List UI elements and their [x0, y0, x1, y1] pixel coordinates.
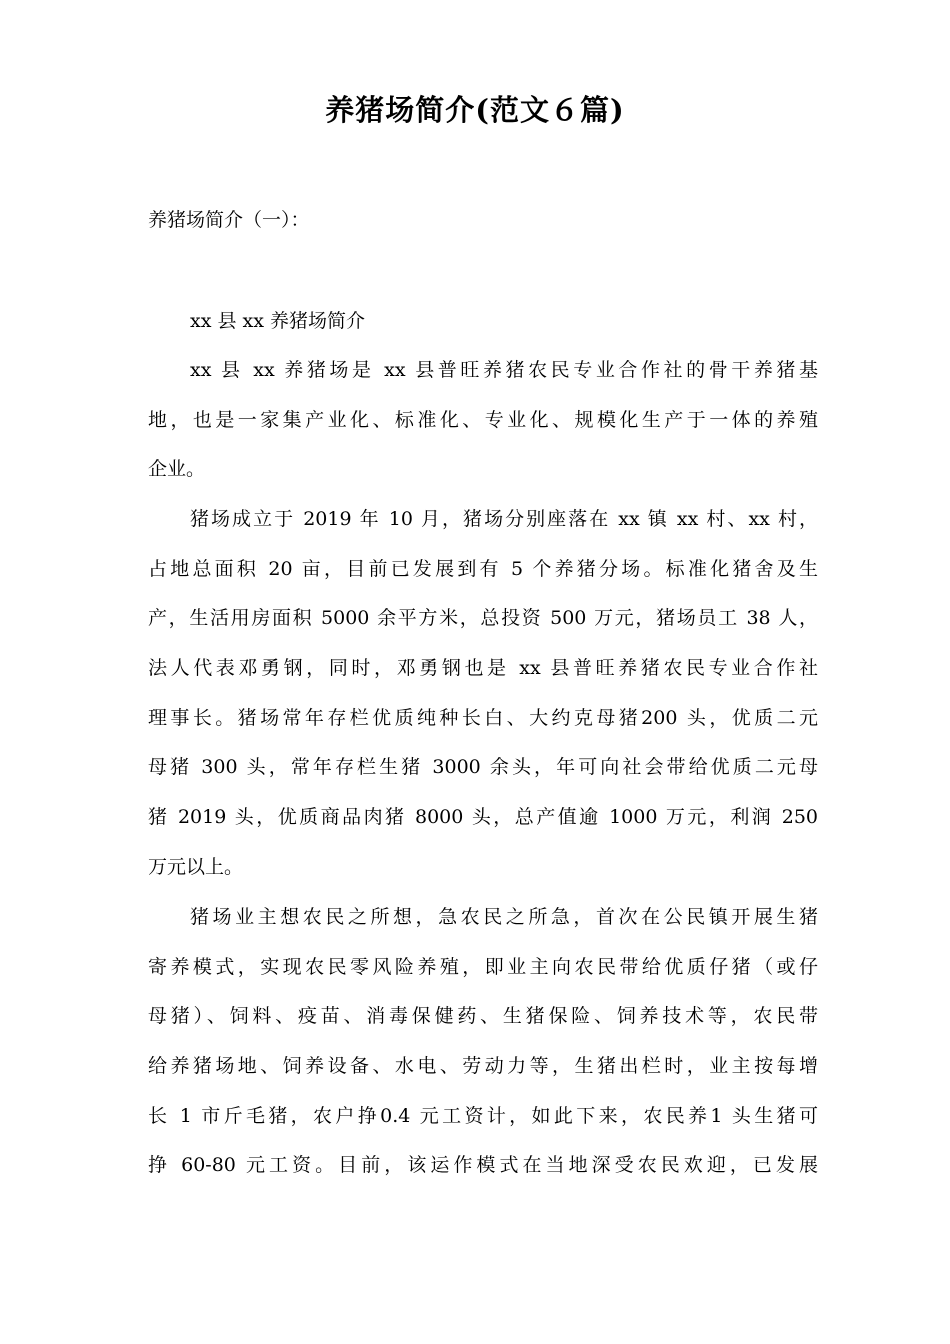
paragraph-line: 寄养模式，实现农民零风险养殖，即业主向农民带给优质仔猪（或仔 [148, 955, 818, 978]
paragraph-line: 企业。 [148, 458, 206, 481]
section-heading: 养猪场简介（一）： [148, 209, 310, 231]
paragraph-line: 猪场成立于 2019 年 10 月，猪场分别座落在 xx 镇 xx 村、xx 村， [190, 508, 818, 530]
paragraph-2 [148, 495, 818, 893]
paragraph-line: 万元以上。 [148, 855, 244, 878]
paragraph-line: 猪场业主想农民之所想，急农民之所急，首次在公民镇开展生猪 [190, 906, 818, 928]
paragraph-line: 给养猪场地、饲养设备、水电、劳动力等，生猪出栏时，业主按每增 [148, 1055, 818, 1078]
paragraph-line: 母猪）、饲料、疫苗、消毒保健药、生猪保险、饲养技术等，农民带 [148, 1005, 818, 1028]
paragraph-3 [148, 893, 818, 1191]
paragraph-line: xx 县 xx 养猪场是 xx 县普旺养猪农民专业合作社的骨干养猪基 [190, 359, 818, 381]
paragraph-line: 母猪 300 头，常年存栏生猪 3000 余头，年可向社会带给优质二元母 [148, 756, 818, 779]
subtitle: xx 县 xx 养猪场简介 [190, 310, 365, 332]
document-title: 养猪场简介(范文６篇) [325, 93, 625, 127]
paragraph-line: 挣 60-80 元工资。目前，该运作模式在当地深受农民欢迎，已发展 [148, 1154, 818, 1177]
paragraph-line: 理事长。猪场常年存栏优质纯种长白、大约克母猪200 头，优质二元 [148, 706, 818, 729]
paragraph-line: 产，生活用房面积 5000 余平方米，总投资 500 万元，猪场员工 38 人， [148, 607, 818, 630]
paragraph-line: 占地总面积 20 亩，目前已发展到有 5 个养猪分场。标准化猪舍及生 [148, 557, 818, 580]
paragraph-line: 地，也是一家集产业化、标准化、专业化、规模化生产于一体的养殖 [148, 408, 818, 431]
paragraph-line: 猪 2019 头，优质商品肉猪 8000 头，总产值逾 1000 万元，利润 250 [148, 806, 818, 829]
paragraph-line: 法人代表邓勇钢，同时，邓勇钢也是 xx 县普旺养猪农民专业合作社 [148, 657, 818, 680]
paragraph-1 [148, 346, 818, 495]
paragraph-line: 长 1 市斤毛猪，农户挣0.4 元工资计，如此下来，农民养1 头生猪可 [148, 1104, 818, 1127]
